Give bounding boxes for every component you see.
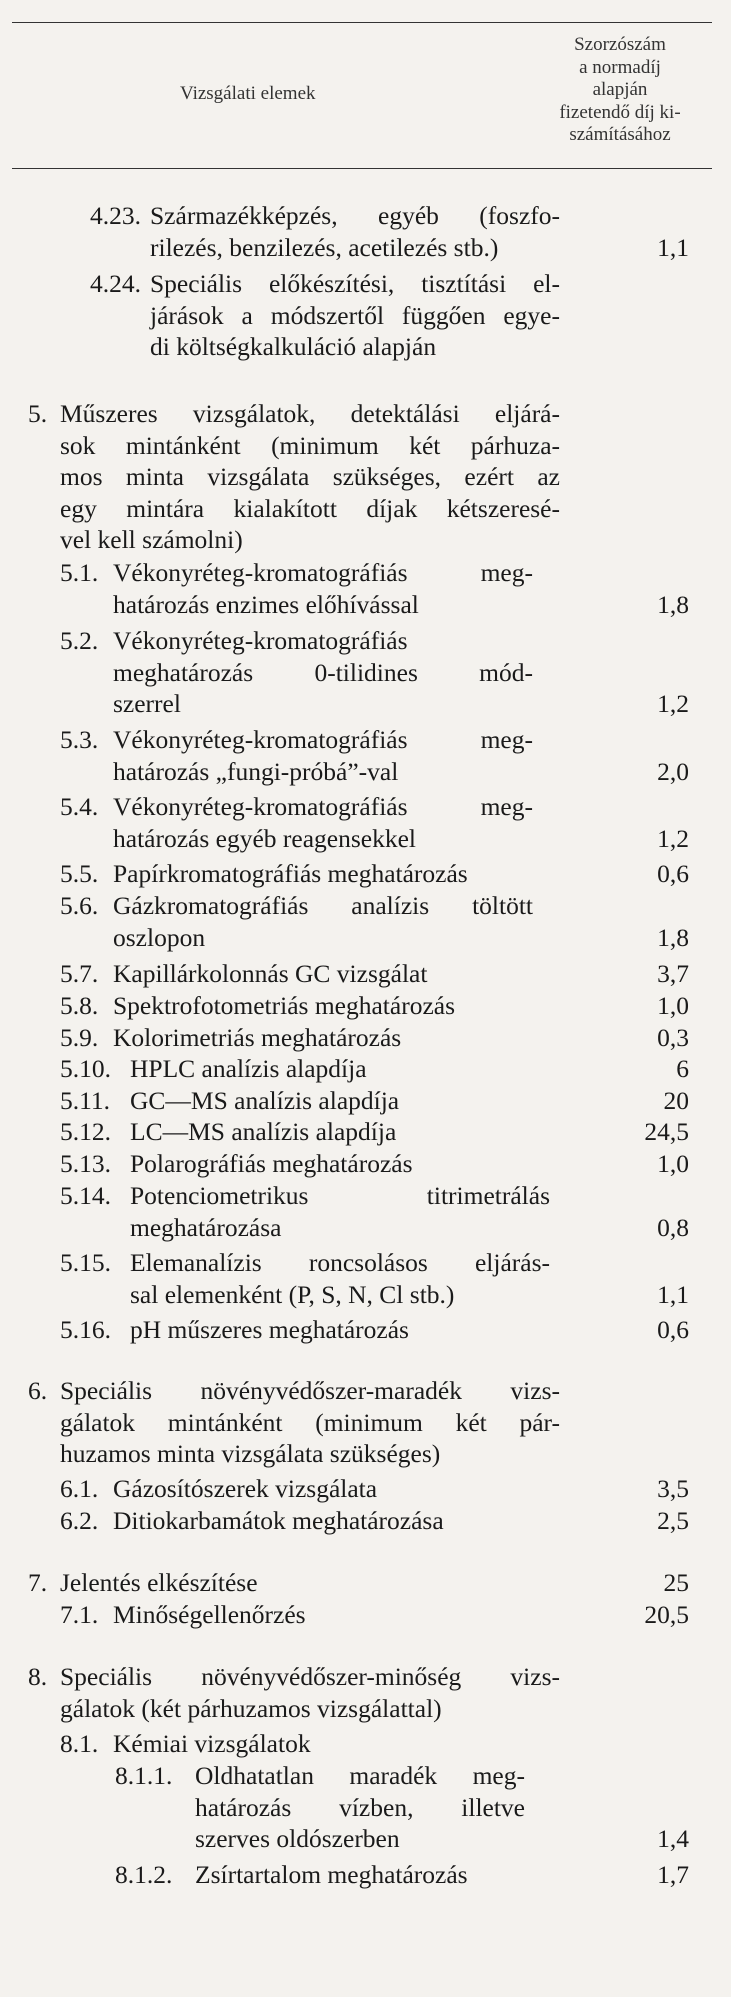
item-description bbox=[113, 1473, 533, 1505]
table-row bbox=[0, 1599, 731, 1631]
item-number: 4.24. bbox=[90, 269, 141, 298]
item-number: 5.13. bbox=[60, 1149, 111, 1178]
table-row bbox=[0, 1473, 731, 1505]
description-line: meghatározás 0-tilidines mód- bbox=[113, 657, 533, 687]
description-line: GC—MS analízis alapdíja bbox=[130, 1086, 400, 1115]
item-number: 7.1. bbox=[60, 1600, 99, 1629]
header-rule bbox=[12, 168, 712, 169]
description-line: oszlopon bbox=[113, 922, 206, 952]
description-line: határozás „fungi-próbá”-val bbox=[113, 756, 399, 786]
table-row bbox=[0, 1859, 731, 1891]
header-line: a normadíj bbox=[579, 56, 661, 78]
item-description bbox=[113, 958, 533, 990]
multiplier-value: 0,8 bbox=[657, 1212, 689, 1242]
item-description bbox=[130, 1053, 550, 1085]
item-number: 5.8. bbox=[60, 991, 99, 1020]
table-row bbox=[0, 958, 731, 990]
item-number: 5.9. bbox=[60, 1023, 99, 1052]
item-number: 5.11. bbox=[60, 1086, 111, 1115]
item-number: 5.10. bbox=[60, 1054, 111, 1083]
description-line: sal elemenként (P, S, N, Cl stb.) bbox=[130, 1279, 455, 1309]
description-line: Vékonyréteg-kromatográfiás bbox=[113, 626, 408, 655]
item-number: 5. bbox=[28, 399, 48, 428]
multiplier-value: 1,0 bbox=[657, 991, 689, 1020]
header-line: fizetendő díj ki- bbox=[559, 101, 681, 123]
multiplier-value: 20,5 bbox=[644, 1600, 689, 1629]
item-description bbox=[130, 1116, 550, 1148]
multiplier-value: 0,6 bbox=[657, 859, 689, 888]
description-line: Vékonyréteg-kromatográfiás meg- bbox=[113, 725, 533, 754]
description-line: Kapillárkolonnás GC vizsgálat bbox=[113, 959, 428, 988]
table-row bbox=[0, 990, 731, 1022]
item-description bbox=[113, 1599, 533, 1631]
item-number: 8. bbox=[28, 1662, 48, 1691]
description-line: Papírkromatográfiás meghatározás bbox=[113, 859, 468, 888]
table-row bbox=[0, 1022, 731, 1054]
item-description bbox=[113, 724, 533, 787]
header-line: számításához bbox=[569, 124, 671, 145]
table-row bbox=[0, 1314, 731, 1346]
table-row bbox=[0, 625, 731, 720]
description-line: határozás egyéb reagensekkel bbox=[113, 823, 416, 853]
item-number: 5.7. bbox=[60, 959, 99, 988]
description-line: szerves oldószerben bbox=[195, 1824, 400, 1853]
item-number: 5.3. bbox=[60, 725, 99, 754]
item-number: 6. bbox=[28, 1376, 48, 1405]
description-line: gálatok (két párhuzamos vizsgálattal) bbox=[60, 1693, 442, 1723]
description-line: határozás enzimes előhívással bbox=[113, 589, 419, 619]
table-row bbox=[0, 1180, 731, 1243]
table-row bbox=[0, 557, 731, 620]
multiplier-value: 1,8 bbox=[657, 589, 689, 619]
multiplier-value: 24,5 bbox=[644, 1117, 689, 1146]
description-line: szerrel bbox=[113, 689, 181, 718]
item-number: 5.2. bbox=[60, 626, 99, 655]
item-description bbox=[130, 1247, 550, 1310]
description-line: sok mintánként (minimum két párhuza- bbox=[60, 430, 560, 460]
item-description bbox=[60, 1567, 480, 1599]
multiplier-value: 3,5 bbox=[657, 1474, 689, 1503]
description-line: di költségkalkuláció alapján bbox=[150, 332, 437, 361]
item-number: 5.6. bbox=[60, 891, 99, 920]
description-line: Spektrofotometriás meghatározás bbox=[113, 991, 456, 1020]
description-line: LC—MS analízis alapdíja bbox=[130, 1117, 397, 1146]
item-description bbox=[130, 1180, 550, 1243]
description-line: Potenciometrikus titrimetrálás bbox=[130, 1181, 550, 1210]
multiplier-value: 1,1 bbox=[657, 232, 689, 262]
item-number: 5.16. bbox=[60, 1315, 111, 1344]
table-row bbox=[0, 791, 731, 854]
item-description bbox=[113, 625, 533, 720]
multiplier-value: 1,2 bbox=[657, 823, 689, 853]
table-row bbox=[0, 1760, 731, 1855]
multiplier-value: 2,0 bbox=[657, 756, 689, 786]
item-number: 8.1.2. bbox=[115, 1860, 173, 1889]
item-number: 5.14. bbox=[60, 1181, 111, 1210]
description-line: Jelentés elkészítése bbox=[60, 1568, 258, 1597]
table-row bbox=[0, 1247, 731, 1310]
item-number: 5.12. bbox=[60, 1117, 111, 1146]
table-row bbox=[0, 1375, 731, 1470]
item-description bbox=[195, 1760, 525, 1855]
item-number: 8.1. bbox=[60, 1729, 99, 1758]
description-line: Zsírtartalom meghatározás bbox=[195, 1860, 468, 1889]
table-row bbox=[0, 858, 731, 890]
top-rule bbox=[12, 22, 712, 23]
item-description bbox=[113, 791, 533, 854]
description-line: mos minta vizsgálata szükséges, ezért az bbox=[60, 462, 560, 491]
table-row bbox=[0, 890, 731, 953]
column-header-multiplier bbox=[525, 34, 715, 147]
description-line: Származékképzés, egyéb (foszfo- bbox=[150, 201, 560, 230]
item-description bbox=[60, 1375, 560, 1470]
description-line: pH műszeres meghatározás bbox=[130, 1315, 409, 1344]
item-description bbox=[113, 990, 533, 1022]
description-line: Ditiokarbamátok meghatározása bbox=[113, 1506, 444, 1535]
table-row bbox=[0, 1148, 731, 1180]
item-description bbox=[150, 200, 560, 263]
item-number: 5.15. bbox=[60, 1248, 111, 1277]
item-number: 6.1. bbox=[60, 1474, 99, 1503]
item-number: 7. bbox=[28, 1568, 48, 1597]
item-number: 6.2. bbox=[60, 1506, 99, 1535]
table-row bbox=[0, 1505, 731, 1537]
item-description bbox=[130, 1148, 550, 1180]
multiplier-value: 6 bbox=[676, 1054, 689, 1083]
item-description bbox=[130, 1085, 550, 1117]
multiplier-value: 1,2 bbox=[657, 689, 689, 718]
item-description bbox=[113, 858, 533, 890]
description-line: Műszeres vizsgálatok, detektálási eljárá- bbox=[60, 399, 560, 428]
description-line: Minőségellenőrzés bbox=[113, 1600, 306, 1629]
description-line: határozás vízben, illetve bbox=[195, 1792, 525, 1822]
table-row bbox=[0, 1053, 731, 1085]
table-row bbox=[0, 724, 731, 787]
table-row bbox=[0, 268, 731, 363]
multiplier-value: 2,5 bbox=[657, 1506, 689, 1535]
description-line: Vékonyréteg-kromatográfiás meg- bbox=[113, 792, 533, 821]
header-line: alapján bbox=[592, 79, 648, 100]
multiplier-value: 1,1 bbox=[657, 1279, 689, 1309]
item-description bbox=[60, 1661, 560, 1724]
item-description bbox=[113, 1728, 533, 1760]
item-number: 4.23. bbox=[90, 201, 141, 230]
table-row bbox=[0, 398, 731, 556]
multiplier-value: 1,0 bbox=[657, 1149, 689, 1178]
item-description bbox=[150, 268, 560, 363]
description-line: Gázosítószerek vizsgálata bbox=[113, 1474, 378, 1503]
multiplier-value: 1,7 bbox=[657, 1860, 689, 1889]
multiplier-value: 20 bbox=[663, 1086, 689, 1115]
table-row bbox=[0, 200, 731, 263]
multiplier-value: 3,7 bbox=[657, 959, 689, 988]
item-description bbox=[195, 1859, 525, 1891]
item-description bbox=[60, 398, 560, 556]
multiplier-value: 25 bbox=[663, 1568, 689, 1597]
description-line: Gázkromatográfiás analízis töltött bbox=[113, 891, 533, 920]
multiplier-value: 0,3 bbox=[657, 1023, 689, 1052]
table-row bbox=[0, 1661, 731, 1724]
item-description bbox=[113, 1022, 533, 1054]
multiplier-value: 1,4 bbox=[657, 1824, 689, 1853]
description-line: vel kell számolni) bbox=[60, 525, 243, 554]
header-line: Szorzószám bbox=[574, 34, 666, 55]
description-line: huzamos minta vizsgálata szükséges) bbox=[60, 1439, 441, 1468]
item-number: 5.4. bbox=[60, 792, 99, 821]
description-line: Oldhatatlan maradék meg- bbox=[195, 1761, 525, 1790]
item-number: 8.1.1. bbox=[115, 1761, 173, 1790]
item-number: 5.1. bbox=[60, 558, 99, 587]
description-line: egy mintára kialakított díjak kétszeresé- bbox=[60, 493, 560, 523]
description-line: Speciális növényvédőszer-minőség vizs- bbox=[60, 1662, 560, 1691]
description-line: Kémiai vizsgálatok bbox=[113, 1729, 311, 1758]
item-description bbox=[113, 890, 533, 953]
description-line: járások a módszertől függően egye- bbox=[150, 300, 560, 330]
item-description bbox=[130, 1314, 550, 1346]
table-row bbox=[0, 1085, 731, 1117]
description-line: rilezés, benzilezés, acetilezés stb.) bbox=[150, 232, 499, 262]
item-description bbox=[113, 557, 533, 620]
multiplier-value: 1,8 bbox=[657, 922, 689, 952]
description-line: Kolorimetriás meghatározás bbox=[113, 1023, 402, 1052]
description-line: HPLC analízis alapdíja bbox=[130, 1054, 367, 1083]
table-row bbox=[0, 1116, 731, 1148]
description-line: Elemanalízis roncsolásos eljárás- bbox=[130, 1248, 550, 1277]
item-number: 5.5. bbox=[60, 859, 99, 888]
description-line: gálatok mintánként (minimum két pár- bbox=[60, 1407, 560, 1437]
table-row bbox=[0, 1567, 731, 1599]
item-description bbox=[113, 1505, 533, 1537]
multiplier-value: 0,6 bbox=[657, 1315, 689, 1344]
description-line: Speciális előkészítési, tisztítási el- bbox=[150, 269, 560, 298]
description-line: meghatározása bbox=[130, 1212, 282, 1242]
column-header-items: Vizsgálati elemek bbox=[180, 83, 316, 104]
description-line: Polarográfiás meghatározás bbox=[130, 1149, 413, 1178]
description-line: Speciális növényvédőszer-maradék vizs- bbox=[60, 1376, 560, 1405]
table-row bbox=[0, 1728, 731, 1760]
description-line: Vékonyréteg-kromatográfiás meg- bbox=[113, 558, 533, 587]
